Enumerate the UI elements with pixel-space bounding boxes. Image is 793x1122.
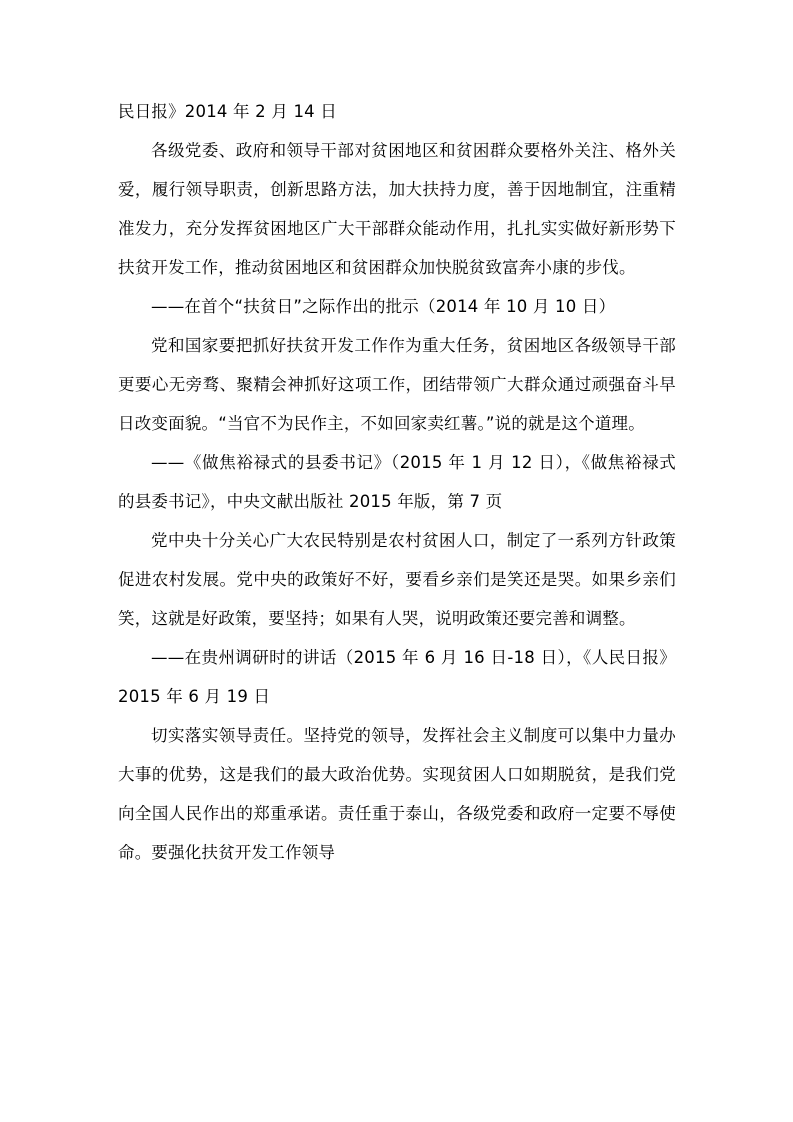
paragraph-4: 党和国家要把抓好扶贫开发工作作为重大任务，贫困地区各级领导干部更要心无旁骛、聚精会神抓好这项工作，团结带领广大群众通过顽强奋斗早日改变面貌。“当官不为民作主，不如回家卖红薯。”说的就是这个道理。: [118, 336, 676, 433]
paragraph-3-citation: ——在首个“扶贫日”之际作出的批示（2014 年 10 月 10 日）: [151, 297, 616, 316]
paragraph-6: 党中央十分关心广大农民特别是农村贫困人口，制定了一系列方针政策促进农村发展。党中央的政策好不好，要看乡亲们是笑还是哭。如果乡亲们笑，这就是好政策，要坚持；如果有人哭，说明政策还要完善和调整。: [118, 531, 676, 628]
paragraph-5-citation: ——《做焦裕禄式的县委书记》（2015 年 1 月 12 日），《做焦裕禄式的县委书记》，中央文献出版社 2015 年版，第 7 页: [118, 453, 676, 511]
paragraph-2: 各级党委、政府和领导干部对贫困地区和贫困群众要格外关注、格外关爱，履行领导职责，创新思路方法，加大扶持力度，善于因地制宜，注重精准发力，充分发挥贫困地区广大干部群众能动作用，扎扎实实做好新形势下扶贫开发工作，推动贫困地区和贫困群众加快脱贫致富奔小康的步伐。: [118, 141, 676, 277]
paragraph-8: 切实落实领导责任。坚持党的领导，发挥社会主义制度可以集中力量办大事的优势，这是我们的最大政治优势。实现贫困人口如期脱贫，是我们党向全国人民作出的郑重承诺。责任重于泰山，各级党委和政府一定要不辱使命。要强化扶贫开发工作领导: [118, 726, 676, 862]
paragraph-1: 民日报》2014 年 2 月 14 日: [118, 102, 338, 121]
paragraph-7-citation: ——在贵州调研时的讲话（2015 年 6 月 16 日-18 日），《人民日报》2015 年 6 月 19 日: [118, 648, 676, 706]
document-body: [118, 92, 676, 872]
